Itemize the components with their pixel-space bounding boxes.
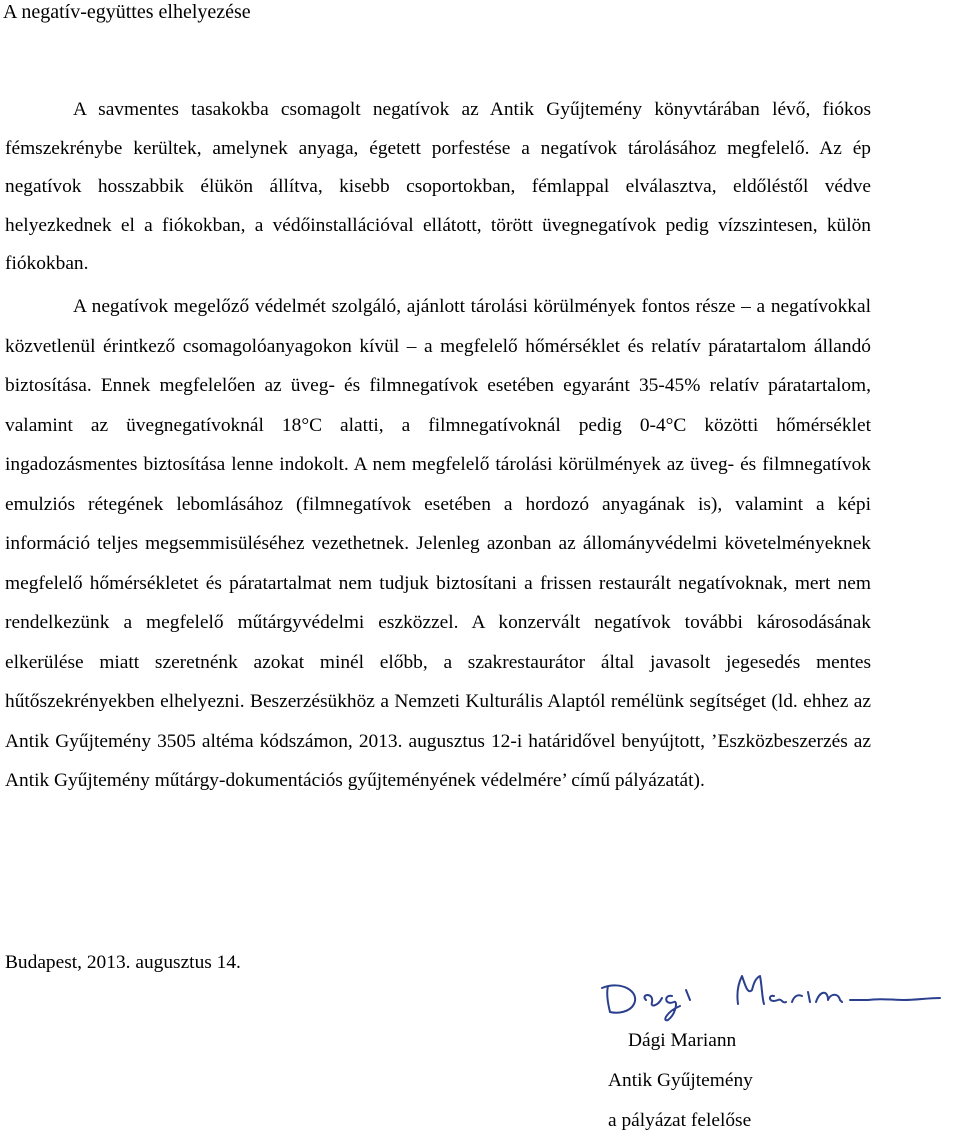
- handwritten-signature: [588, 960, 960, 1024]
- signer-role: a pályázat felelőse: [608, 1110, 752, 1131]
- paragraph-conditions: A negatívok megelőző védelmét szolgáló, ajánlott tárolási körülmények fontos része – a negatívokkal közvetlenül érintkező csomagolóanyagokon kívül – a megfelelő hőmérséklet és relatív páratartalom állandó biztosítása. Ennek megfelelően az üveg- és filmnegatívok esetében egyaránt 35-45% relatív páratartalom, valamint az üvegnegatívoknál 18°C alatti, a filmnegatívoknál pedig 0-4°C közötti hőmérséklet ingadozásmentes biztosítása lenne indokolt. A nem megfelelő tárolási körülmények az üveg- és filmnegatívok emulziós rétegének lebomlásához (filmnegatívok esetében a hordozó anyagának is), valamint a képi információ teljes megsemmisüléséhez vezethetnek. Jelenleg azonban az állományvédelmi követelményeknek megfelelő hőmérsékletet és páratartalmat nem tudjuk biztosítani a frissen restaurált negatívoknak, mert nem rendelkezünk a megfelelő műtárgyvédelmi eszközzel. A konzervált negatívok további károsodásának elkerülése miatt szeretnénk azokat minél előbb, a szakrestaurátor által javasolt jegesedés mentes hűtőszekrényekben elhelyezni. Beszerzésükhöz a Nemzeti Kulturális Alaptól remélünk segítséget (ld. ehhez az Antik Gyűjtemény 3505 altéma kódszámon, 2013. augusztus 12-i határidővel benyújtott, ’Eszközbeszerzés az Antik Gyűjtemény műtárgy-dokumentációs gyűjteményének védelmére’ című pályázatát).: [5, 296, 871, 792]
- signer-name: Dági Mariann: [628, 1030, 737, 1051]
- paragraph-storage: A savmentes tasakokba csomagolt negatívok az Antik Gyűjtemény könyvtárában lévő, fiókos fémszekrénybe kerültek, amelynek anyaga, égetett porfestése a negatívok tárolásához megfelelő. Az ép negatívok hosszabbik élükön állítva, kisebb csoportokban, fémlappal elválasztva, eldőléstől védve helyezkednek el a fiókokban, a védőinstallációval ellátott, törött üvegnegatívok pedig vízszintesen, külön fiókokban.: [5, 99, 871, 275]
- place-date: Budapest, 2013. augusztus 14.: [5, 952, 241, 973]
- signer-organization: Antik Gyűjtemény: [608, 1070, 753, 1091]
- document-title: A negatív-együttes elhelyezése: [3, 1, 251, 23]
